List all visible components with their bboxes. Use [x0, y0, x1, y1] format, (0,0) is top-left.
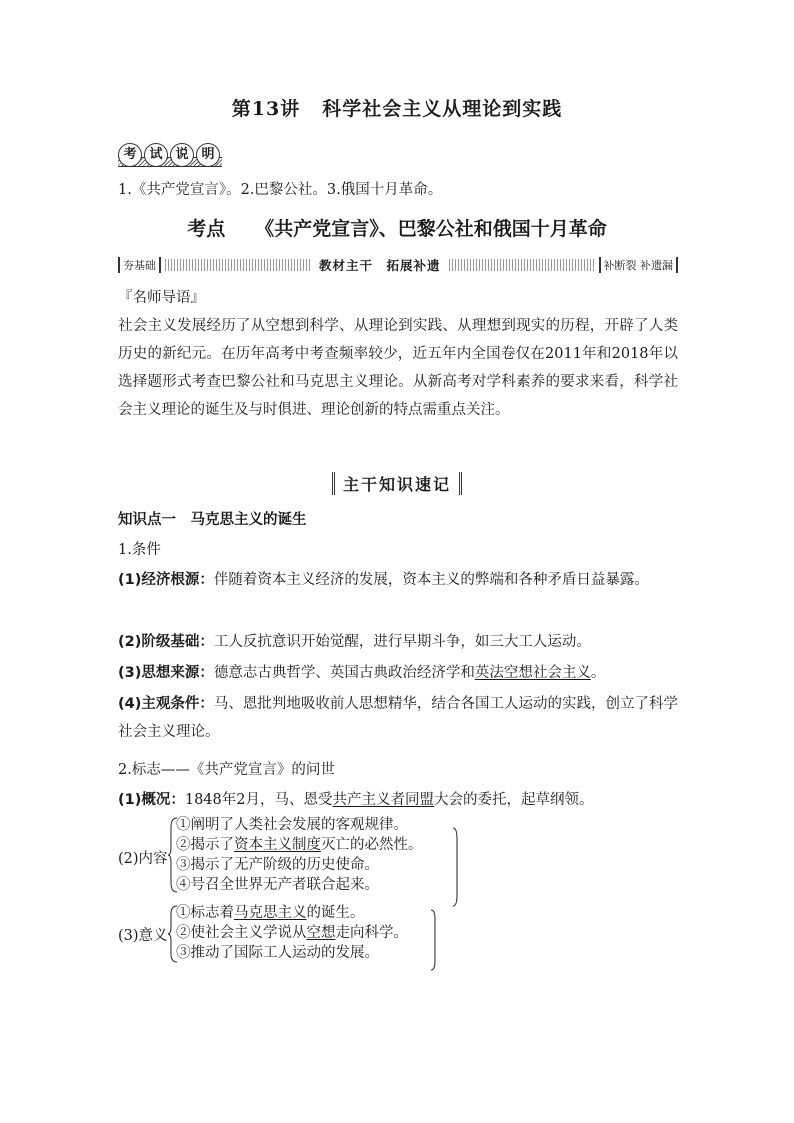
list-item: ①阐明了人类社会发展的客观规律。: [176, 817, 408, 833]
sign-title: 2.标志——《共产党宣言》的问世: [118, 762, 335, 778]
right-brace-icon: [430, 909, 438, 971]
list-item: ③揭示了无产阶级的历史使命。: [176, 857, 379, 873]
section-heading-text: 主干知识速记: [332, 472, 462, 495]
list-item: ②使社会主义学说从空想走向科学。: [176, 925, 408, 941]
meaning-label: (3)意义: [118, 928, 168, 944]
exam-items: 1.《共产党宣言》。2.巴黎公社。3.俄国十月革命。: [118, 182, 443, 198]
section-heading: [0, 472, 794, 495]
guide-heading: 『名师导语』: [118, 290, 205, 306]
badge-char: 说: [170, 143, 194, 167]
condition-thought: (3)思想来源：德意志古典哲学、英国古典政治经济学和英法空想社会主义。: [118, 665, 606, 681]
knowledge-point-title: 知识点一 马克思主义的诞生: [118, 512, 307, 528]
content-label: (2)内容: [118, 851, 168, 867]
kaodian-label: 考点: [187, 218, 226, 240]
exam-description-badge: [118, 140, 222, 170]
badge-char: 明: [196, 143, 220, 167]
list-item: ③推动了国际工人运动的发展。: [176, 945, 379, 961]
kaodian-text: 《共产党宣言》、巴黎公社和俄国十月革命: [255, 218, 607, 240]
condition-title: 1.条件: [118, 542, 161, 558]
sign-overview: (1)概况：1848年2月，马、恩受共产主义者同盟大会的委托，起草纲领。: [118, 792, 594, 808]
kaodian-heading: [0, 214, 794, 241]
lecture-number: 第13讲: [231, 98, 301, 120]
badge-char: 考: [118, 143, 142, 167]
list-item: ①标志着马克思主义的诞生。: [176, 905, 365, 921]
lecture-topic: 科学社会主义从理论到实践: [322, 98, 563, 120]
page-title: [0, 94, 794, 121]
condition-class: (2)阶级基础：工人反抗意识开始觉醒，进行早期斗争，如三大工人运动。: [118, 634, 591, 650]
badge-char: 试: [144, 143, 168, 167]
meaning-items: [176, 903, 408, 963]
bar-right-label: 补断裂 补遗漏: [599, 257, 679, 273]
condition-economic: (1)经济根源：伴随着资本主义经济的发展，资本主义的弊端和各种矛盾日益暴露。: [118, 572, 649, 588]
right-brace-icon: [452, 827, 460, 907]
guide-text: 社会主义发展经历了从空想到科学、从理论到实践、从理想到现实的历程，开辟了人类历史的新纪元。在历年高考中考查频率较少，近五年内全国卷仅在2011年和2018年以选择题形式考查巴黎公社和马克思主义理论。从新高考对学科素养的要求来看，科学社会主义理论的诞生及与时俱进、理论创新的特点需重点关注。: [118, 318, 678, 418]
bar-left-label: 夯基础: [118, 257, 161, 273]
condition-subjective: (4)主观条件：马、恩批判地吸收前人思想精华，结合各国工人运动的实践，创立了科学社会主义理论。: [118, 696, 679, 740]
content-items: [176, 815, 423, 895]
bar-center-label: 教材主干 拓展补遗: [319, 258, 441, 273]
section-bar: [118, 256, 678, 274]
list-item: ②揭示了资本主义制度灭亡的必然性。: [176, 837, 423, 853]
list-item: ④号召全世界无产者联合起来。: [176, 877, 379, 893]
